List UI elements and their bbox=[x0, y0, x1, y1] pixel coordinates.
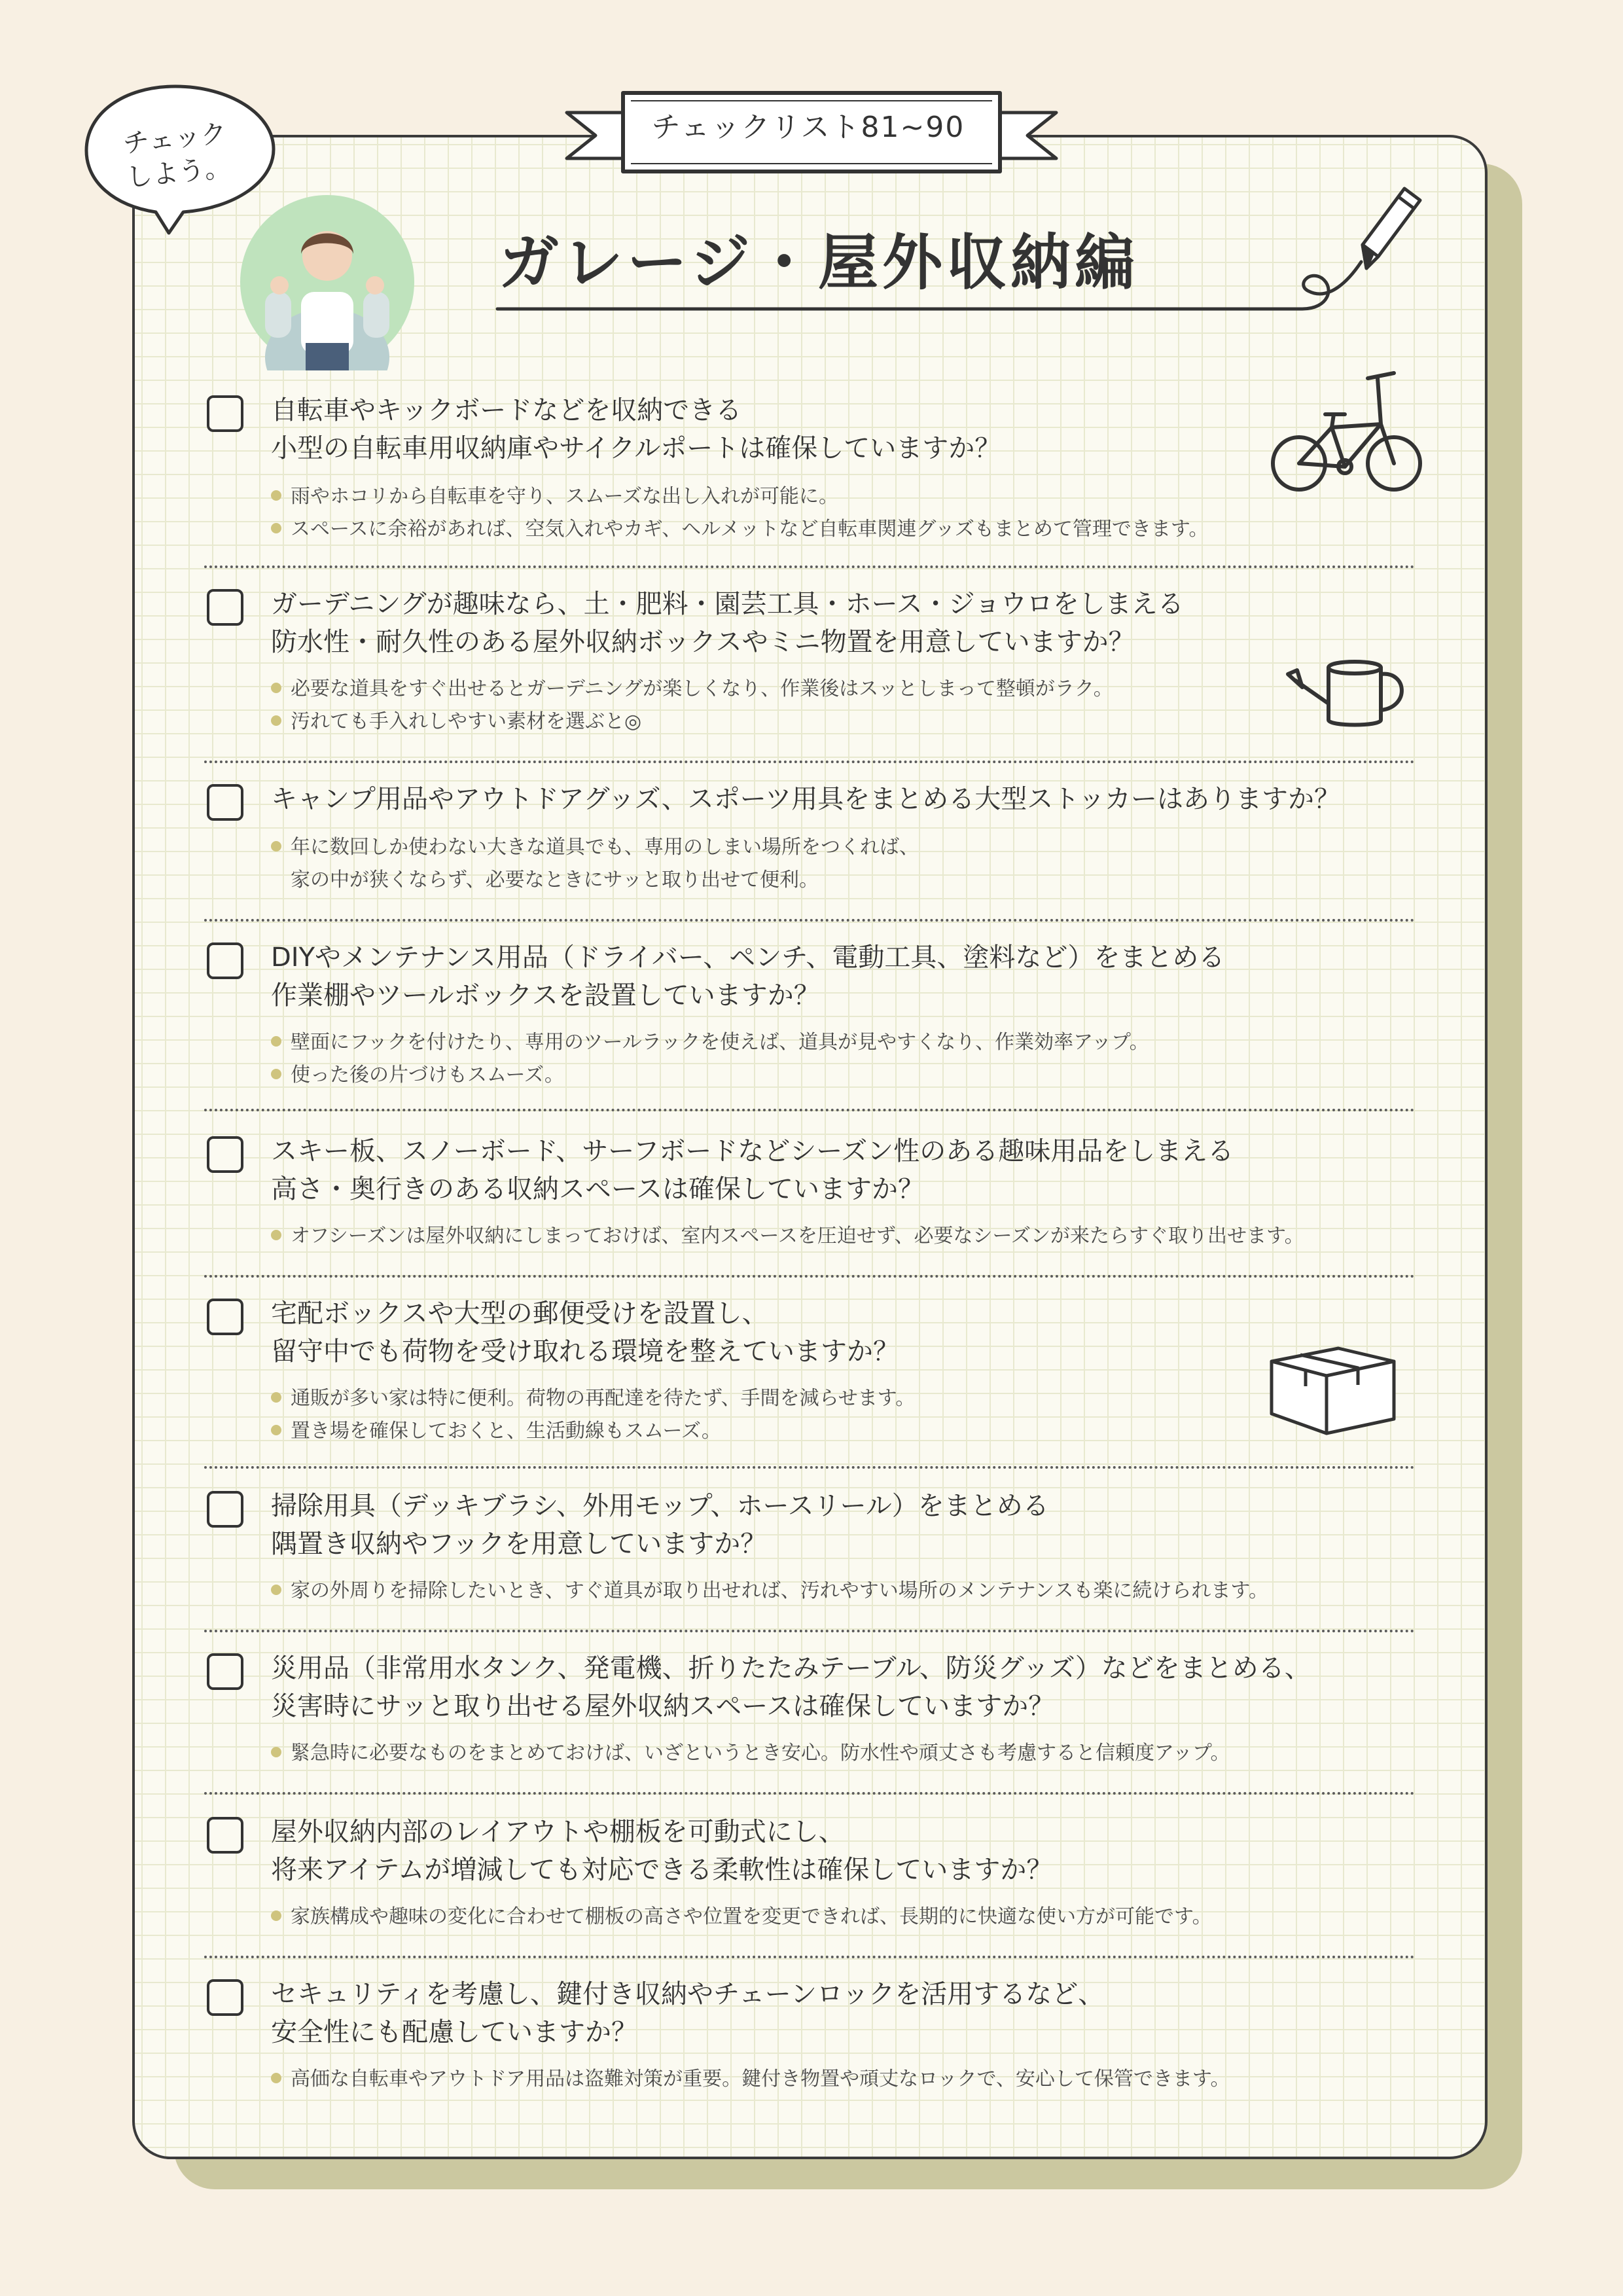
note-line-2 bbox=[271, 706, 641, 738]
question-line-1: 屋外収納内部のレイアウトや棚板を可動式にし、 bbox=[271, 1817, 845, 1847]
checklist-item bbox=[204, 1813, 1415, 1958]
bullet-dot bbox=[271, 2073, 281, 2083]
note-text: 家の中が狭くならず、必要なときにサッと取り出せて便利。 bbox=[291, 869, 819, 891]
bullet-dot bbox=[271, 523, 281, 533]
question-line-2: 小型の自転車用収納庫やサイクルポートは確保していますか？ bbox=[271, 433, 1001, 463]
question-line-1: スキー板、スノーボード、サーフボードなどシーズン性のある趣味用品をしまえる bbox=[271, 1136, 1234, 1166]
note-line-1 bbox=[271, 1737, 1230, 1770]
note-text: 年に数回しか使わない大きな道具でも、専用のしまい場所をつくれば、 bbox=[291, 836, 919, 859]
bullet-dot bbox=[271, 1425, 281, 1435]
question-line-2: 隅置き収納やフックを用意していますか？ bbox=[271, 1529, 767, 1559]
bullet-dot bbox=[271, 683, 281, 693]
checklist-item bbox=[204, 780, 1415, 922]
bullet-dot bbox=[271, 1747, 281, 1757]
note-line-1 bbox=[271, 1901, 1212, 1933]
bullet-dot bbox=[271, 1392, 281, 1403]
note-line-1 bbox=[271, 1220, 1304, 1253]
note-text: 緊急時に必要なものをまとめておけば、いざというとき安心。防水性や頑丈さも考慮すると信頼度アップ。 bbox=[291, 1742, 1230, 1765]
checkbox[interactable] bbox=[207, 589, 243, 626]
note-text: 家族構成や趣味の変化に合わせて棚板の高さや位置を変更できれば、長期的に快適な使い方が可能です。 bbox=[291, 1905, 1212, 1928]
note-text: 置き場を確保しておくと、生活動線もスムーズ。 bbox=[291, 1420, 721, 1443]
pencil-icon bbox=[1348, 177, 1427, 275]
note-line-2 bbox=[271, 864, 819, 897]
note-line-1 bbox=[271, 831, 919, 864]
note-text: 通販が多い家は特に便利。荷物の再配達を待たず、手間を減らせます。 bbox=[291, 1387, 916, 1410]
bullet-dot bbox=[271, 490, 281, 501]
checklist-item bbox=[204, 585, 1415, 763]
note-text: 壁面にフックを付けたり、専用のツールラックを使えば、道具が見やすくなり、作業効率アップ。 bbox=[291, 1031, 1149, 1054]
note-text: スペースに余裕があれば、空気入れやカギ、ヘルメットなど自転車関連グッズもまとめて管理できます。 bbox=[291, 518, 1209, 541]
speech-bubble-text bbox=[108, 115, 245, 196]
note-line-1 bbox=[271, 2063, 1230, 2096]
question-line-2: 防水性・耐久性のある屋外収納ボックスやミニ物置を用意していますか？ bbox=[271, 627, 1135, 657]
bullet-dot bbox=[271, 715, 281, 726]
question-line-1: 掃除用具（デッキブラシ、外用モップ、ホースリール）をまとめる bbox=[271, 1491, 1049, 1521]
question-line-2: 将来アイテムが増減しても対応できる柔軟性は確保していますか？ bbox=[271, 1855, 1053, 1885]
checkbox[interactable] bbox=[207, 1817, 243, 1854]
note-text: 高価な自転車やアウトドア用品は盗難対策が重要。鍵付き物置や頑丈なロックで、安心して保管できます。 bbox=[291, 2068, 1230, 2090]
checkbox[interactable] bbox=[207, 1491, 243, 1528]
checklist-item bbox=[204, 939, 1415, 1111]
checkbox[interactable] bbox=[207, 1653, 243, 1690]
note-text: オフシーズンは屋外収納にしまっておけば、室内スペースを圧迫せず、必要なシーズンが来たらすぐ取り出せます。 bbox=[291, 1225, 1304, 1247]
checklist-item bbox=[204, 1649, 1415, 1795]
bubble-line-1: チェック bbox=[121, 118, 228, 160]
checkbox[interactable] bbox=[207, 784, 243, 821]
checkbox[interactable] bbox=[207, 1136, 243, 1173]
question-line-2: 高さ・奥行きのある収納スペースは確保していますか？ bbox=[271, 1174, 924, 1204]
note-line-2 bbox=[271, 1059, 564, 1092]
bullet-dot bbox=[271, 1910, 281, 1921]
checklist-item bbox=[204, 1132, 1415, 1278]
note-text: 必要な道具をすぐ出せるとガーデニングが楽しくなり、作業後はスッとしまって整頓がラク。 bbox=[291, 677, 1113, 700]
question-line-1: キャンプ用品やアウトドアグッズ、スポーツ用具をまとめる大型ストッカーはありますか？ bbox=[271, 784, 1340, 814]
note-text: 雨やホコリから自転車を守り、スムーズな出し入れが可能に。 bbox=[291, 485, 838, 508]
note-text: 汚れても手入れしやすい素材を選ぶと◎ bbox=[291, 710, 642, 733]
question-line-1: DIYやメンテナンス用品（ドライバー、ペンチ、電動工具、塗料など）をまとめる bbox=[271, 942, 1225, 973]
question-line-1: ガーデニングが趣味なら、土・肥料・園芸工具・ホース・ジョウロをしまえる bbox=[271, 589, 1184, 619]
note-line-2 bbox=[271, 513, 1209, 546]
checklist-item bbox=[204, 1487, 1415, 1632]
bullet-dot bbox=[271, 1230, 281, 1240]
note-line-1 bbox=[271, 1575, 1268, 1607]
checklist-item bbox=[204, 1295, 1415, 1469]
checkbox[interactable] bbox=[207, 1299, 243, 1335]
note-text: 家の外周りを掃除したいとき、すぐ道具が取り出せれば、汚れやすい場所のメンテナンスも楽に続けられます。 bbox=[291, 1579, 1268, 1602]
question-line-1: 自転車やキックボードなどを収納できる bbox=[271, 395, 742, 425]
bullet-dot bbox=[271, 1585, 281, 1595]
note-text: 使った後の片づけもスムーズ。 bbox=[291, 1064, 564, 1086]
question-line-1: 宅配ボックスや大型の郵便受けを設置し、 bbox=[271, 1299, 768, 1329]
question-line-1: 災用品（非常用水タンク、発電機、折りたたみテーブル、防災グッズ）などをまとめる、 bbox=[271, 1653, 1311, 1683]
note-line-1 bbox=[271, 1382, 915, 1415]
bullet-dot bbox=[271, 1069, 281, 1079]
bubble-line-2: しよう。 bbox=[124, 152, 232, 194]
question-line-2: 留守中でも荷物を受け取れる環境を整えていますか？ bbox=[271, 1336, 899, 1367]
note-line-1 bbox=[271, 480, 838, 513]
question-line-2: 災害時にサッと取り出せる屋外収納スペースは確保していますか？ bbox=[271, 1691, 1055, 1721]
note-line-1 bbox=[271, 1026, 1149, 1059]
question-line-2: 作業棚やツールボックスを設置していますか？ bbox=[271, 980, 820, 1011]
note-line-2 bbox=[271, 1415, 721, 1448]
checklist-item bbox=[204, 1975, 1415, 2106]
checkbox[interactable] bbox=[207, 395, 243, 432]
bullet-dot bbox=[271, 841, 281, 852]
page-title: ガレージ・屋外収納編 bbox=[499, 227, 1139, 298]
bullet-dot bbox=[271, 1036, 281, 1047]
banner-label: チェックリスト81~90 bbox=[651, 111, 965, 144]
question-line-2: 安全性にも配慮していますか？ bbox=[271, 2017, 637, 2047]
question-line-1: セキュリティを考慮し、鍵付き収納やチェーンロックを活用するなど、 bbox=[271, 1979, 1105, 2009]
checkbox[interactable] bbox=[207, 942, 243, 979]
note-line-1 bbox=[271, 673, 1113, 706]
checkbox[interactable] bbox=[207, 1979, 243, 2016]
checklist-item bbox=[204, 390, 1415, 568]
